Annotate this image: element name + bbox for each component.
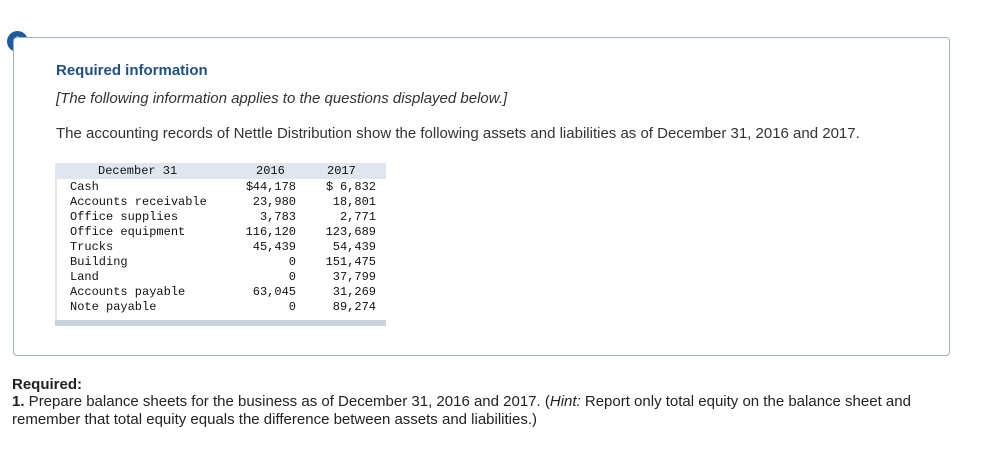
required-information-panel bbox=[13, 37, 950, 356]
cell-accounts-payable-2016: 63,045 bbox=[252, 285, 296, 299]
header-2016: 2016 bbox=[256, 164, 285, 178]
row-label-accounts-receivable: Accounts receivable bbox=[70, 195, 207, 209]
cell-office-supplies-2016: 3,783 bbox=[259, 210, 296, 224]
cell-office-equipment-2017: 123,689 bbox=[325, 225, 376, 239]
requirement-line-1 bbox=[12, 393, 972, 411]
row-label-trucks: Trucks bbox=[70, 240, 114, 254]
info-title: Required information bbox=[56, 62, 208, 79]
row-label-building: Building bbox=[70, 255, 128, 269]
cell-office-equipment-2016: 116,120 bbox=[245, 225, 296, 239]
required-heading: Required: bbox=[12, 376, 83, 393]
row-label-cash: Cash bbox=[70, 180, 99, 194]
cell-cash-2016: 44,178 bbox=[252, 180, 296, 194]
cell-note-payable-2017: 89,274 bbox=[332, 300, 376, 314]
table-footer-bar bbox=[55, 320, 386, 326]
row-label-office-equipment: Office equipment bbox=[70, 225, 186, 239]
required-section bbox=[12, 376, 972, 429]
info-intro: The accounting records of Nettle Distribution show the following assets and liabilities as of December 31, 2016 and 2017. bbox=[56, 125, 860, 142]
cell-trucks-2016: 45,439 bbox=[252, 240, 296, 254]
hint-label: Hint: bbox=[549, 393, 581, 410]
header-2017: 2017 bbox=[327, 164, 356, 178]
info-note: [The following information applies to the questions displayed below.] bbox=[56, 90, 508, 107]
requirement-line-2: remember that total equity equals the difference between assets and liabilities.) bbox=[12, 411, 538, 428]
cell-building-2016: 0 bbox=[288, 255, 296, 269]
hint-text: Report only total equity on the balance sheet and bbox=[580, 393, 911, 410]
cell-cash-2017: 6,832 bbox=[339, 180, 376, 194]
header-date-label: December 31 bbox=[98, 164, 178, 178]
table-border bbox=[55, 179, 57, 320]
row-label-office-supplies: Office supplies bbox=[70, 210, 179, 224]
cell-building-2017: 151,475 bbox=[325, 255, 376, 269]
requirement-text: Prepare balance sheets for the business as of December 31, 2016 and 2017. ( bbox=[24, 393, 550, 410]
cell-accounts-receivable-2017: 18,801 bbox=[332, 195, 376, 209]
cell-accounts-payable-2017: 31,269 bbox=[332, 285, 376, 299]
cell-trucks-2017: 54,439 bbox=[332, 240, 376, 254]
requirement-number: 1. bbox=[12, 393, 25, 410]
currency-symbol-2017: $ bbox=[326, 180, 334, 194]
cell-land-2016: 0 bbox=[288, 270, 296, 284]
cell-note-payable-2016: 0 bbox=[288, 300, 296, 314]
cell-land-2017: 37,799 bbox=[332, 270, 376, 284]
accounts-table bbox=[55, 163, 386, 328]
row-label-accounts-payable: Accounts payable bbox=[70, 285, 186, 299]
row-label-note-payable: Note payable bbox=[70, 300, 157, 314]
row-label-land: Land bbox=[70, 270, 99, 284]
cell-accounts-receivable-2016: 23,980 bbox=[252, 195, 296, 209]
cell-office-supplies-2017: 2,771 bbox=[339, 210, 376, 224]
currency-symbol-2016: $ bbox=[246, 180, 254, 194]
